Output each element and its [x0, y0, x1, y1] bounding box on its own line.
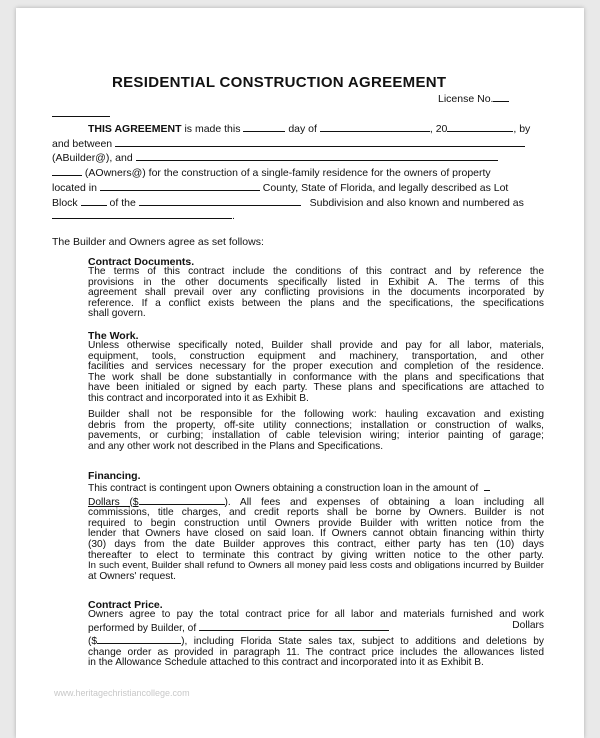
owners-name-blank — [136, 151, 498, 161]
month-blank — [320, 122, 430, 132]
document-title: RESIDENTIAL CONSTRUCTION AGREEMENT — [112, 74, 447, 91]
owners-blank — [52, 166, 82, 176]
section-body-financing: This contract is contingent upon Owners obtaining a construction loan in the amount of Dollars ($ ). All fees and expenses of obtaining a loan including all commissions, title charges, and credit reports shall be borne by Owners. Builder is not required to begin construction until Owners provide Builder with written notice from the lender that Owners have closed on said loan. If Owners cannot obtain financing within thirty (30) days from the date Builder approves this contract, either party has ten (10) days thereafter to elect to terminate this contract by giving written notice to the other party. In such event, Builder shall refund to Owners all money paid less costs and obligations incurred by Builder at Owners' request. — [88, 483, 544, 582]
and-between-line: and between — [52, 137, 525, 150]
agree-as-follows: The Builder and Owners agree as set follows: — [52, 236, 264, 248]
agreement-bold: THIS AGREEMENT — [88, 123, 182, 135]
section-body-the-work: Unless otherwise specifically noted, Builder shall provide and pay for all labor, materials, equipment, tools, construction equipment and machinery, transportation, and other facilities and services necessary for the proper execution and completion of the residence. The work shall be done substantially in conformance with the plans and specifications that have been initialed or signed by each party. These plans and specifications are attached to this contract and incorporated into it as Exhibit B. — [88, 340, 544, 404]
section-heading-the-work: The Work. — [88, 330, 139, 342]
section-heading-contract-documents: Contract Documents. — [88, 256, 195, 268]
watermark-text: www.heritagechristiancollege.com — [54, 688, 190, 698]
subdivision-blank — [139, 196, 301, 206]
price-dollar-blank — [97, 634, 181, 644]
address-line: . — [52, 209, 235, 222]
document-page — [16, 8, 584, 738]
located-line: located in County, State of Florida, and legally described as Lot — [52, 182, 509, 194]
location-blank — [100, 181, 260, 191]
section-body-the-work-exclusions: Builder shall not be responsible for the following work: hauling excavation and existing debris from the property, off-site utility connections; installation or construction of walks, pavements, or curbing; installation of cable television wiring; interior painting of garage; and any other work not described in the Plans and Specifications. — [88, 409, 544, 452]
year-blank — [447, 122, 513, 132]
license-blank — [493, 92, 509, 102]
loan-dollar-blank — [139, 495, 225, 505]
section-heading-contract-price: Contract Price. — [88, 599, 163, 611]
price-words-blank — [199, 621, 389, 631]
section-body-contract-price: Owners agree to pay the total contract price for all labor and materials furnished and work performed by Builder, of Dollars ($ ), including Florida State sales tax, subject to additions and deletions by change order as provided in paragraph 11. The contract price includes the allowances listed in the Allowance Schedule attached to this contract and incorporated into it as Exhibit B. — [88, 609, 544, 669]
loan-amount-blank — [484, 481, 490, 491]
agreement-line: THIS AGREEMENT is made this day of , 20 , by — [88, 123, 531, 135]
license-number-field — [438, 92, 509, 105]
owners-line: (AOwners@) for the construction of a single-family residence for the owners of property — [52, 166, 491, 179]
section-heading-financing: Financing. — [88, 470, 141, 482]
address-blank — [52, 209, 232, 219]
day-blank — [243, 122, 285, 132]
builder-line: (ABuilder@), and — [52, 151, 498, 164]
block-line: Block of the Subdivision and also known and numbered as — [52, 197, 524, 209]
builder-name-blank — [115, 137, 525, 147]
initial-blank — [52, 107, 110, 120]
block-blank — [81, 196, 107, 206]
section-body-contract-documents: The terms of this contract include the conditions of this contract and by reference the provisions in the other documents specifically listed in Exhibit A. The terms of this agreement shall prevail over any conflicting provisions in the documents incorporated by reference. If a conflict exists between the plans and the specifications, the specifications shall govern. — [88, 266, 544, 320]
license-label: License No. — [438, 93, 494, 105]
